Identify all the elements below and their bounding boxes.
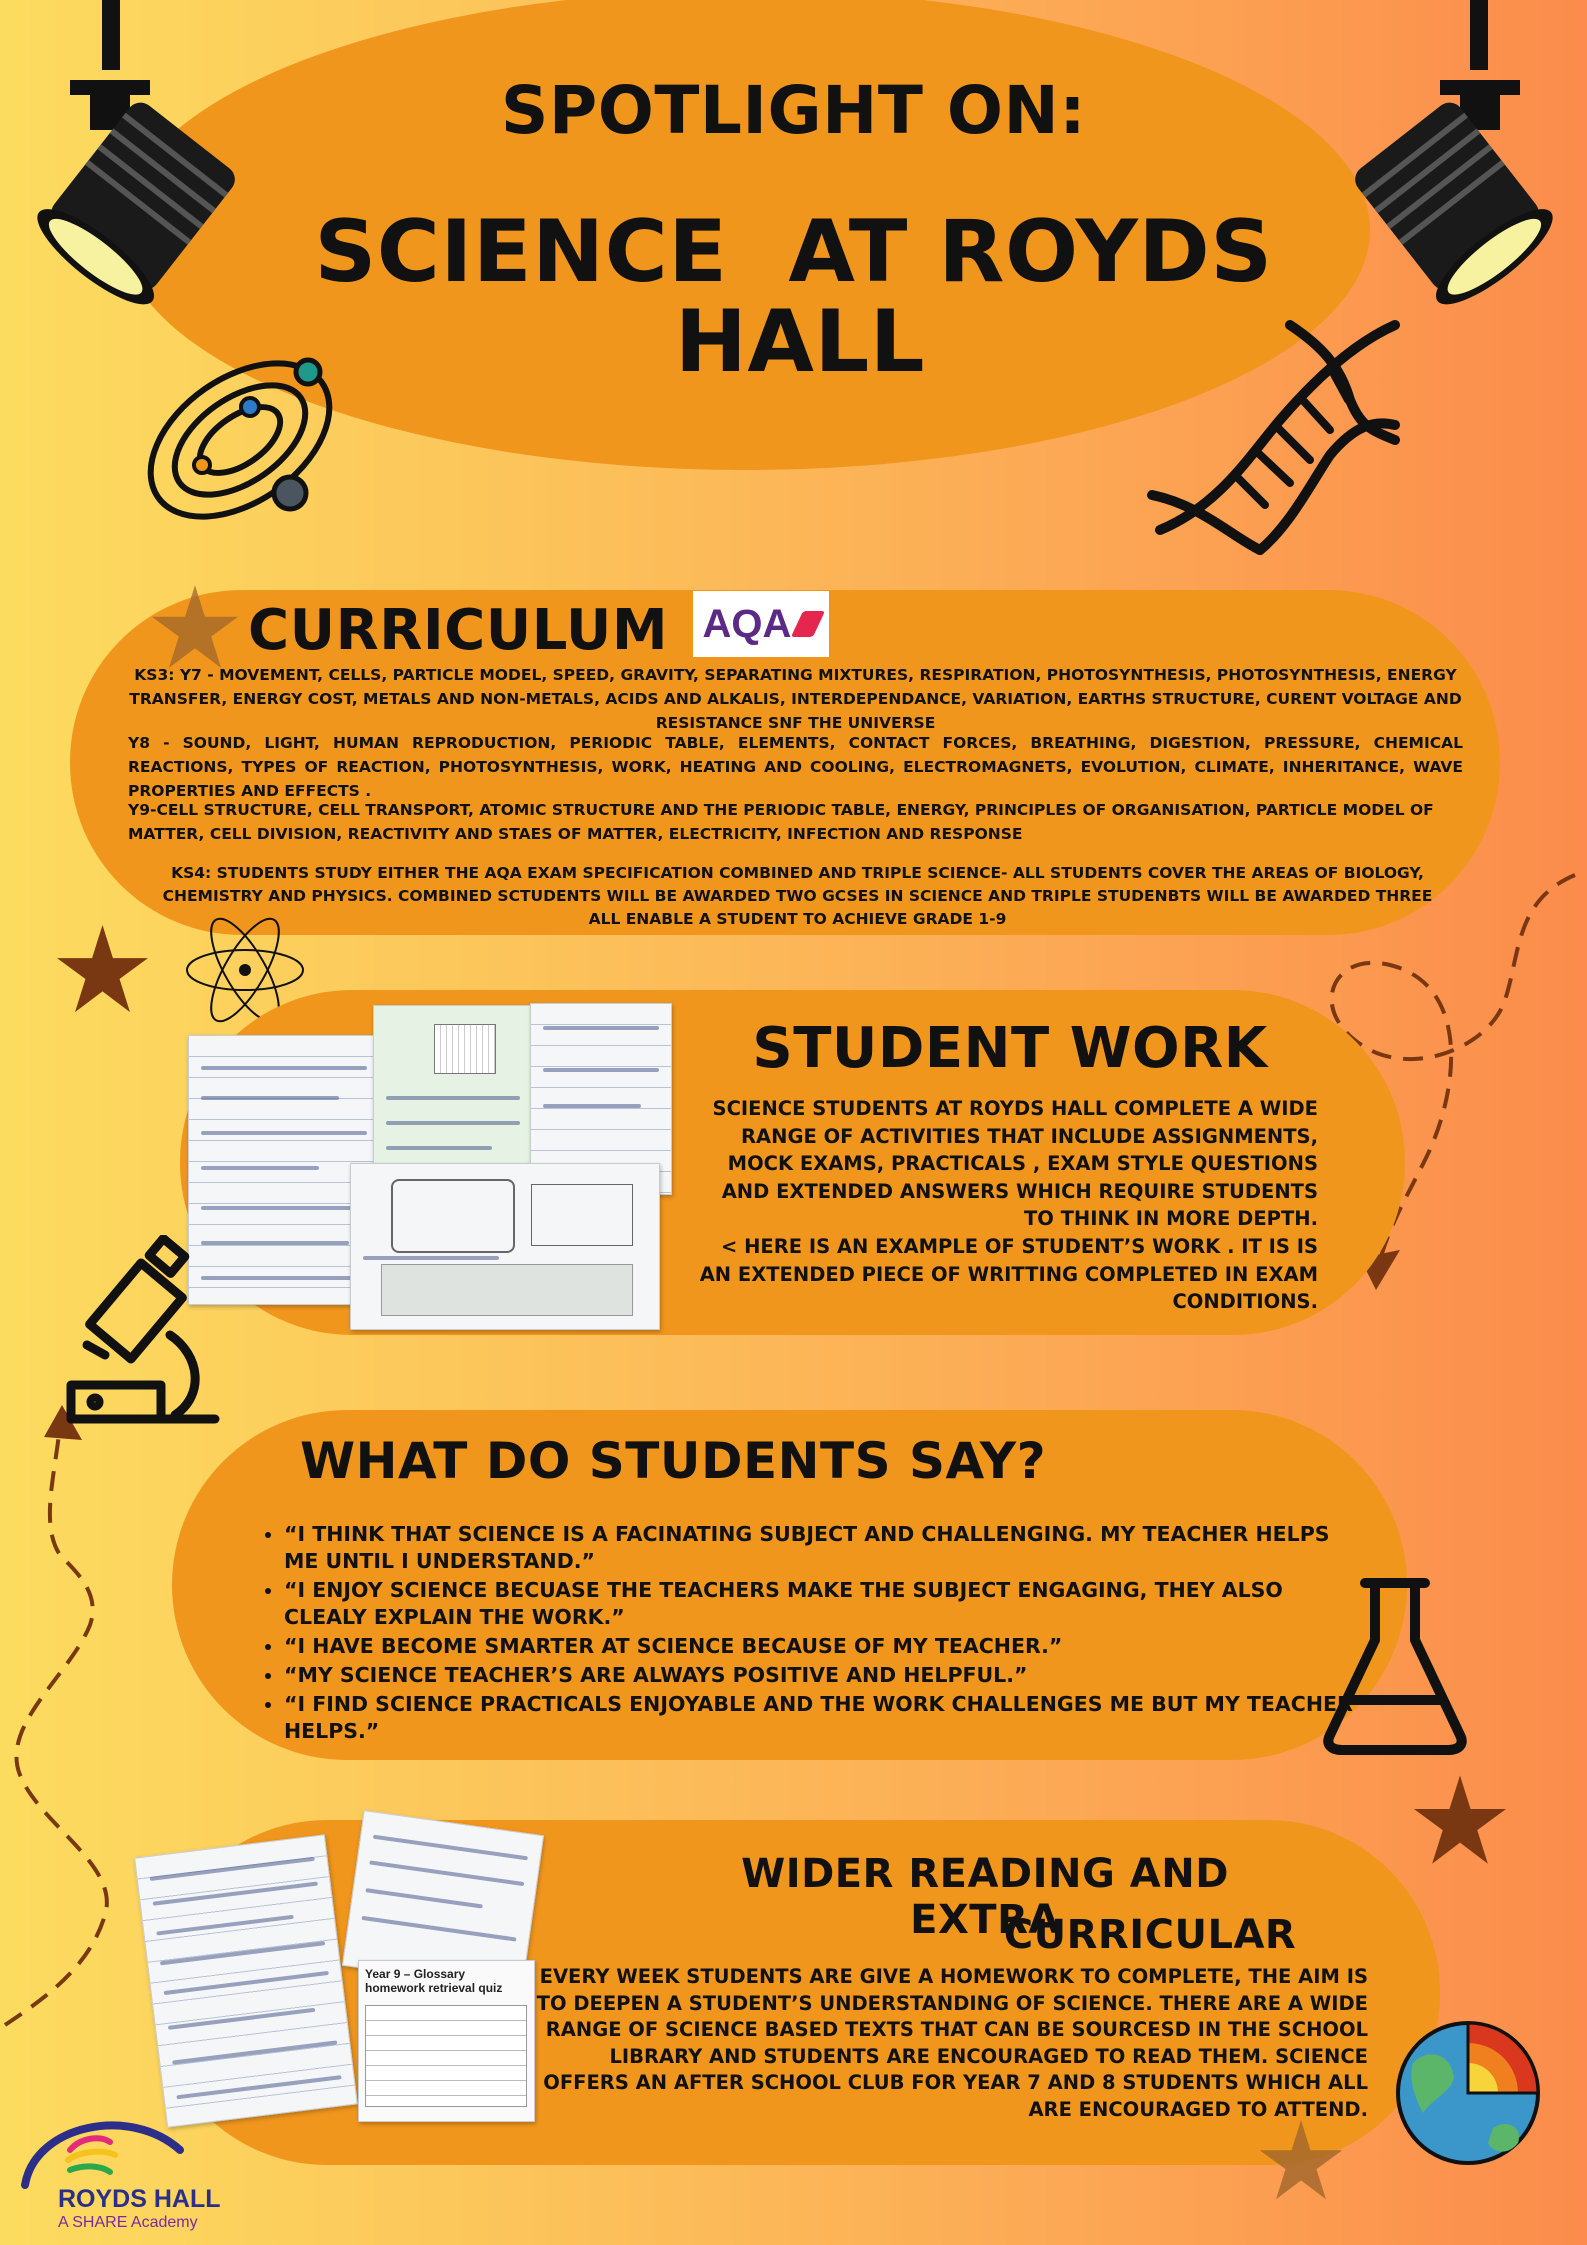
star-icon (55, 925, 150, 1015)
orbit-icon (130, 345, 350, 535)
dna-icon (1140, 305, 1410, 565)
student-quote: • “I THINK THAT SCIENCE IS A FACINATING SUBJECT AND CHALLENGING. MY TEACHER HELPS ME UNTIL I UNDERSTAND.” (284, 1521, 1364, 1575)
star-icon (150, 585, 240, 671)
student-work-heading: STUDENT WORK (752, 1016, 1268, 1081)
student-work-photo-4 (350, 1163, 660, 1330)
curriculum-ks3-y7: KS3: Y7 - MOVEMENT, CELLS, PARTICLE MODEL, SPEED, GRAVITY, SEPARATING MIXTURES, RESPIRATION, PHOTOSYNTHESIS, PHOTOSYNTHESIS, ENERGY TRANSFER, ENERGY COST, METALS AND NON-METALS, ACIDS AND ALKALIS, INTERDEPENDANCE, VARIATION, EARTHS STRUCTURE, CURENT VOLTAGE AND RESISTANCE SNF THE UNIVERSE (129, 666, 1462, 732)
spotlight-right-icon (1330, 0, 1570, 330)
spotlight-left-icon (20, 0, 250, 330)
page-title-line1: SCIENCE AT ROYDS (314, 202, 1273, 302)
student-quote: • “I HAVE BECOME SMARTER AT SCIENCE BECAUSE OF MY TEACHER.” (284, 1633, 1364, 1660)
earth-icon (1393, 2018, 1543, 2168)
royds-hall-logo-tagline: A SHARE Academy (58, 2214, 198, 2231)
kicker: SPOTLIGHT ON: (500, 72, 1087, 149)
student-quote: • “I FIND SCIENCE PRACTICALS ENJOYABLE AND THE WORK CHALLENGES ME BUT MY TEACHER HELPS.” (284, 1691, 1364, 1745)
student-quote: • “MY SCIENCE TEACHER’S ARE ALWAYS POSITIVE AND HELPFUL.” (284, 1662, 1364, 1689)
curriculum-heading: CURRICULUM (248, 598, 669, 663)
wider-reading-heading-line2: CURRICULAR (1003, 1912, 1297, 1958)
curriculum-y8: Y8 - SOUND, LIGHT, HUMAN REPRODUCTION, PERIODIC TABLE, ELEMENTS, CONTACT FORCES, BREATHING, DIGESTION, PRESSURE, CHEMICAL REACTIONS, TYPES OF REACTION, PHOTOSYNTHESIS, WORK, HEATING AND COOLING, ELECTROMAGNETS, EVOLUTION, CLIMATE, INHERITANCE, WAVE PROPERTIES AND EFFECTS . (128, 734, 1463, 800)
curriculum-ks4: KS4: STUDENTS STUDY EITHER THE AQA EXAM SPECIFICATION COMBINED AND TRIPLE SCIENCE- ALL STUDENTS COVER THE AREAS OF BIOLOGY, CHEMISTRY AND PHYSICS. COMBINED SCTUDENTS WILL BE AWARDED TWO GCSES IN SCIENCE AND TRIPLE STUDENBTS WILL BE AWARDED THREE ALL ENABLE A STUDENT TO ACHIEVE GRADE 1-9 (162, 864, 1433, 928)
dashed-arrow-path (0, 1395, 130, 2035)
student-voice-heading: WHAT DO STUDENTS SAY? (300, 1432, 1047, 1490)
curriculum-y9: Y9-CELL STRUCTURE, CELL TRANSPORT, ATOMIC STRUCTURE AND THE PERIODIC TABLE, ENERGY, PRINCIPLES OF ORGANISATION, PARTICLE MODEL OF MATTER, CELL DIVISION, REACTIVITY AND STAES OF MATTER, ELECTRICITY, INFECTION AND RESPONSE (128, 801, 1434, 843)
student-work-example: < HERE IS AN EXAMPLE OF STUDENT’S WORK . IT IS IS AN EXTENDED PIECE OF WRITTING COMPLETED IN EXAM CONDITIONS. (699, 1235, 1318, 1313)
wider-reading-body: EVERY WEEK STUDENTS ARE GIVE A HOMEWORK TO COMPLETE, THE AIM IS TO DEEPEN A STUDENT’S UNDERSTANDING OF SCIENCE. THERE ARE A WIDE RANGE OF SCIENCE BASED TEXTS THAT CAN BE SOURCESD IN THE SCHOOL LIBRARY AND STUDENTS ARE ENCOURAGED TO READ THEM. SCIENCE OFFERS AN AFTER SCHOOL CLUB FOR YEAR 7 AND 8 STUDENTS WHICH ALL ARE ENCOURAGED TO ATTEND. (536, 1965, 1368, 2121)
glossary-worksheet (358, 1960, 535, 2122)
aqa-logo (693, 591, 829, 657)
glossary-worksheet-title: Year 9 – Glossary homework retrieval quiz (365, 1967, 503, 1995)
royds-hall-logo-arc-icon (10, 2110, 240, 2190)
royds-hall-logo-name: ROYDS HALL (58, 2185, 221, 2213)
microscope-icon (65, 1235, 235, 1435)
star-icon (1258, 2120, 1344, 2202)
flask-icon (1320, 1575, 1470, 1755)
aqa-swoosh-icon (791, 611, 825, 637)
aqa-logo-text: AQA (702, 601, 792, 646)
star-icon (1412, 1775, 1508, 1867)
student-quotes-list (258, 1521, 1364, 1747)
student-quote: • “I ENJOY SCIENCE BECUASE THE TEACHERS MAKE THE SUBJECT ENGAGING, THEY ALSO CLEALY EXPLAIN THE WORK.” (284, 1577, 1364, 1631)
page-title-line2: HALL (674, 292, 926, 392)
student-work-body: SCIENCE STUDENTS AT ROYDS HALL COMPLETE A WIDE RANGE OF ACTIVITIES THAT INCLUDE ASSIGNMENTS, MOCK EXAMS, PRACTICALS , EXAM STYLE QUESTIONS AND EXTENDED ANSWERS WHICH REQUIRE STUDENTS TO THINK IN MORE DEPTH. (712, 1097, 1318, 1230)
wider-reading-photo-1 (134, 1834, 358, 2127)
wider-reading-heading-line1: WIDER READING AND EXTRA (741, 1851, 1229, 1943)
